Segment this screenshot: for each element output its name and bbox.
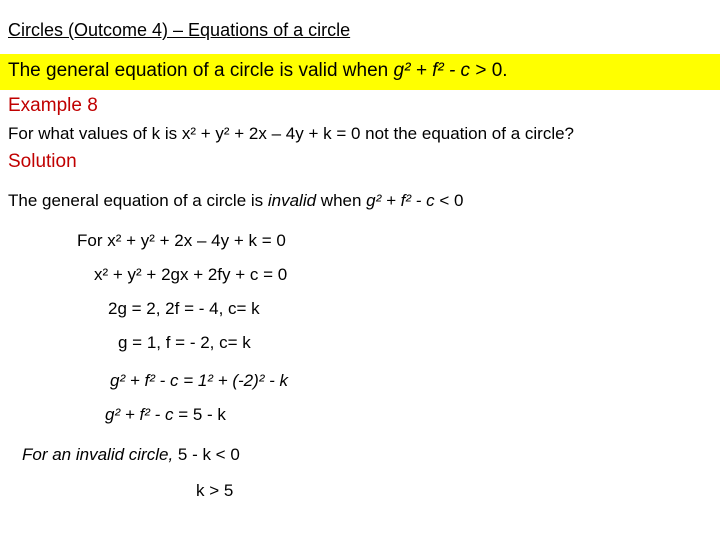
example-question: For what values of k is x² + y² + 2x – 4y + k = 0 not the equation of a circle? bbox=[8, 124, 575, 143]
substitution-expression: g² + f² - c = 1² + (-2)² - k bbox=[110, 371, 289, 390]
simplified-expression: g² + f² - c bbox=[105, 405, 174, 424]
invalid-condition-line bbox=[8, 191, 464, 211]
page-title: Circles (Outcome 4) – Equations of a circle bbox=[8, 20, 351, 40]
invalid-prefix: The general equation of a circle is bbox=[8, 191, 268, 210]
validity-suffix: > 0. bbox=[470, 60, 508, 81]
invalid-expression: g² + f² - c bbox=[366, 191, 435, 210]
equation-general: x² + y² + 2gx + 2fy + c = 0 bbox=[94, 265, 288, 284]
coefficient-comparison: 2g = 2, 2f = - 4, c= k bbox=[108, 299, 260, 318]
example-heading: Example 8 bbox=[8, 95, 98, 116]
solution-heading: Solution bbox=[8, 151, 77, 172]
validity-condition bbox=[8, 60, 508, 82]
invalid-suffix: < 0 bbox=[434, 191, 464, 210]
simplified-result: = 5 - k bbox=[173, 405, 226, 424]
simplified-line bbox=[105, 405, 226, 425]
invalid-circle-label: For an invalid circle, bbox=[22, 445, 174, 464]
substitution-line bbox=[110, 371, 288, 391]
equation-given: For x² + y² + 2x – 4y + k = 0 bbox=[77, 231, 286, 250]
validity-expression: g² + f² - c bbox=[393, 60, 471, 81]
final-answer: k > 5 bbox=[196, 481, 234, 500]
invalid-inequality-line bbox=[22, 445, 240, 465]
validity-prefix: The general equation of a circle is valid when bbox=[8, 60, 394, 81]
invalid-word: invalid bbox=[267, 191, 317, 210]
coefficient-values: g = 1, f = - 2, c= k bbox=[118, 333, 251, 352]
invalid-mid: when bbox=[316, 191, 367, 210]
inequality: 5 - k < 0 bbox=[173, 445, 240, 464]
